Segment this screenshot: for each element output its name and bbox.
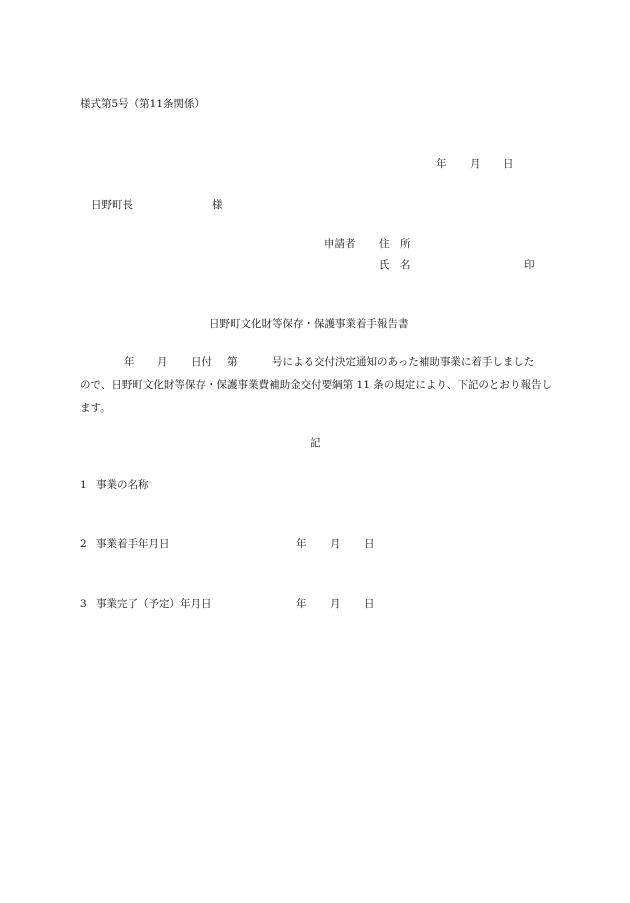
item-label: 事業着手年月日 [96, 538, 170, 550]
item-day: 日 [364, 538, 375, 550]
applicant-address-label: 住 所 [379, 238, 411, 250]
ki-marker: 記 [310, 437, 321, 449]
body-line1-rest: 号による交付決定通知のあった補助事業に着手しました [272, 356, 535, 368]
item-year: 年 [296, 598, 307, 610]
item-month: 月 [330, 538, 341, 550]
body-year: 年 [124, 356, 135, 368]
body-text: ので、日野町文化財等保存・保護事業費補助金交付要綱第 11 条の規定により、下記のとおり報告します。 [80, 379, 552, 414]
addressee-name: 日野町長 [91, 199, 133, 211]
date-year: 年 [436, 158, 447, 170]
item-number: 2 [80, 538, 87, 550]
applicant-seal: 印 [524, 259, 535, 271]
form-number: 様式第5号（第11条関係） [80, 98, 206, 110]
applicant-name-label: 氏 名 [379, 259, 411, 271]
body-day-suffix: 日付 [191, 356, 212, 368]
item-label: 事業完了（予定）年月日 [96, 598, 212, 610]
item-year: 年 [296, 538, 307, 550]
item-month: 月 [330, 598, 341, 610]
item-number: 1 [80, 479, 87, 491]
body-month: 月 [157, 356, 168, 368]
date-day: 日 [503, 158, 514, 170]
applicant-label: 申請者 [324, 238, 356, 250]
addressee-honorific: 様 [212, 199, 223, 211]
item-label: 事業の名称 [96, 479, 149, 491]
date-month: 月 [470, 158, 481, 170]
item-number: 3 [80, 598, 87, 610]
item-day: 日 [364, 598, 375, 610]
document-title: 日野町文化財等保存・保護事業着手報告書 [209, 318, 409, 330]
body-number-prefix: 第 [227, 356, 238, 368]
